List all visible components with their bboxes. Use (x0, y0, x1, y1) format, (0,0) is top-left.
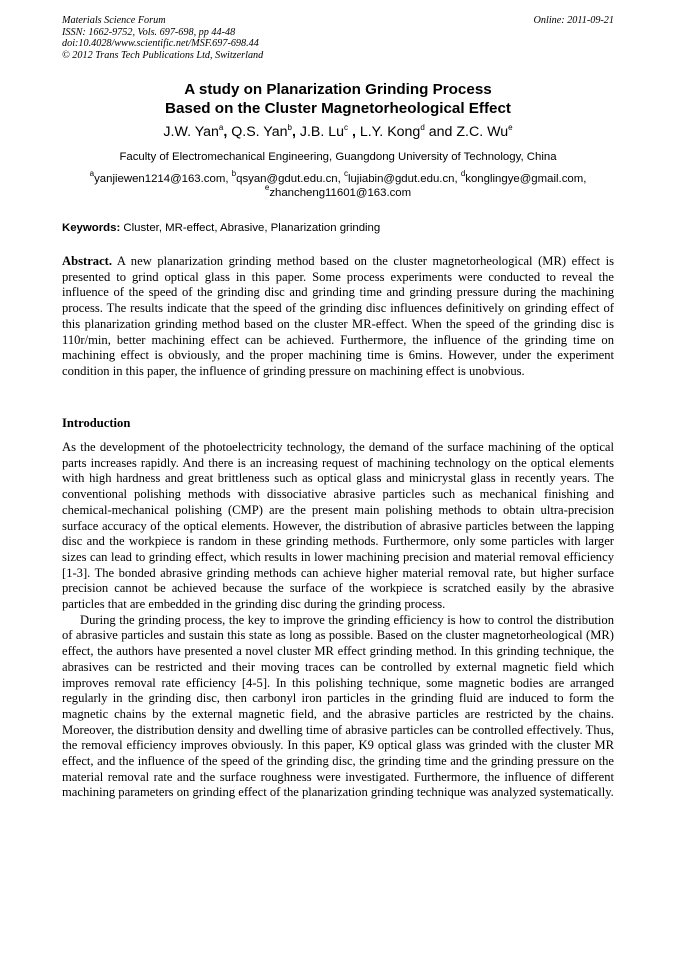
doi-line: doi:10.4028/www.scientific.net/MSF.697-698.44 (62, 38, 259, 50)
paragraph: During the grinding process, the key to improve the grinding efficiency is how to control the distribution of abrasive particles and sustain this state as long as possible. Based on the cluster magnetorheological (MR) effect, the authors have presented a novel cluster MR effect grinding method. In this grinding technique, the abrasives can be restricted and their moving traces can be controlled by external magnetic field which improves removal rate efficiency [4-5]. In this polishing technique, some magnetic bodies are arranged regularly in the grinding disc, then carbonyl iron particles in the grinding fluid are induced to form the magnetic chains by the external magnetic field, and the abrasive particles are restricted by the chains. Moreover, the distribution density and dwelling time of abrasive particles can be controlled effectively. Thus, the removal efficiency improves obviously. In this paper, K9 optical glass was grinded with the cluster MR effect, and the influence of the speed of the grinding disc, the grinding time and the grinding pressure on the material removal rate and the surface roughness were investigated. Furthermore, the influence of different machining parameters on grinding effect of the planarization grinding technique was analyzed systematically. (62, 612, 614, 800)
keywords (62, 221, 614, 235)
abstract-label: Abstract. (62, 254, 113, 268)
author: L.Y. Kong$^d$ and (359, 123, 457, 140)
author: J.B. Lu$^c$ , (299, 123, 360, 140)
email: $^a$yanjiewen1214@163.com, (89, 169, 232, 185)
abstract-text: A new planarization grinding method based on the cluster magnetorheological (MR) effect is presented to grind optical glass in this paper. Some process experiments were conducted to reveal the influence of the speed of the grinding disc and grinding time and grinding pressure during the machining process. The results indicate that the speed of the grinding disc influences definitively on grinding effect of this planarization grinding method based on the cluster MR-effect. When the speed of the grinding disc is 110r/min, better machining effect can be achieved. Furthermore, the influence of the grinding time on machining effect is obviously, and the proper machining time is 6mins. However, under the experiment condition in this paper, the influence of grinding pressure on machining effect is unobvious. (62, 254, 614, 378)
paragraph: As the development of the photoelectricity technology, the demand of the surface machining of the optical parts increases rapidly. And there is an increasing request of machining technology on the optical elements with high hardness and great brittleness such as optical glass and minicrystal glass in recently years. The conventional polishing methods with dissociative abrasive particles such as mechanical finishing and chemical-mechanical polishing (CMP) are the present main polishing methods to obtain ultra-precision surface accuracy of the optical elements. However, the distribution of abrasive particles between the lapping disc and the workpiece is random in these grinding methods. Furthermore, only some particles with larger sizes can lead to grinding effect, which results in lower machining precision and material removal efficiency [1-3]. The bonded abrasive grinding methods can achieve higher material removal rate, but higher surface precision cannot be achieved because the surface of the workpiece is scratched easily by the abrasive particles that are embedded in the grinding disc during the grinding process. (62, 440, 614, 612)
author: Q.S. Yan$^b$, (231, 123, 300, 140)
issn-line: ISSN: 1662-9752, Vols. 697-698, pp 44-48 (62, 26, 236, 38)
keywords-text: Cluster, MR-effect, Abrasive, Planarization grinding (120, 222, 381, 234)
abstract (62, 254, 614, 380)
email: $^c$lujiabin@gdut.edu.cn, (343, 169, 461, 185)
paper-title (62, 80, 614, 118)
email: $^e$zhancheng11601@163.com (264, 183, 412, 199)
author: Z.C. Wu$^e$ (456, 123, 513, 140)
author: J.W. Yan$^a$, (163, 123, 232, 140)
journal-header (62, 15, 614, 61)
author-emails (62, 169, 614, 200)
online-date: Online: 2011-09-21 (533, 15, 614, 26)
affiliation: Faculty of Electromechanical Engineering, Guangdong University of Technology, China (119, 151, 557, 163)
keywords-label: Keywords: (62, 222, 121, 234)
copyright-line: © 2012 Trans Tech Publications Ltd, Switzerland (62, 49, 264, 61)
email: $^b$qsyan@gdut.edu.cn, (231, 169, 344, 185)
section-heading-introduction: Introduction (62, 416, 131, 430)
introduction-body (62, 440, 614, 801)
author-list (62, 123, 614, 141)
journal-name: Materials Science Forum (62, 15, 166, 26)
title-line-1: A study on Planarization Grinding Process (184, 81, 492, 98)
email: $^d$konglingye@gmail.com, (460, 169, 587, 185)
title-line-2: Based on the Cluster Magnetorheological Effect (165, 100, 511, 117)
